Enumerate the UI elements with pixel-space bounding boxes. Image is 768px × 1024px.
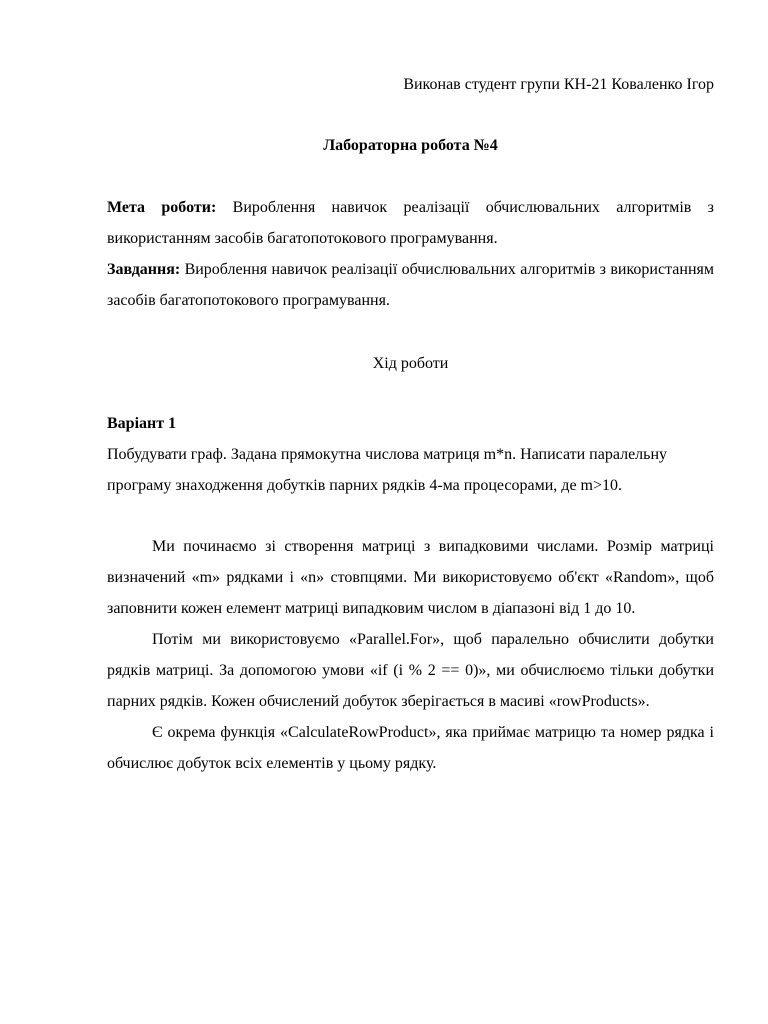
task-label: Завдання: [107,261,181,278]
body-paragraph-1: Ми починаємо зі створення матриці з випадковими числами. Розмір матриці визначений «m» рядками і «n» стовпцями. Ми використовуємо об'єкт «Random», щоб заповнити кожен елемент матриці випадковим числом в діапазоні від 1 до 10. [107,538,714,617]
document-title: Лабораторна робота №4 [323,137,498,154]
document-page [107,72,714,779]
variant-label: Варіант 1 [107,415,177,432]
author-line: Виконав студент групи КН-21 Коваленко Ігор [403,76,714,93]
body-paragraph-2: Потім ми використовуємо «Parallel.For», щоб паралельно обчислити добутки рядків матриці. За допомогою умови «if (i % 2 == 0)», ми обчислюємо тільки добутки парних рядків. Кожен обчислений добуток зберігається в масиві «rowProducts». [107,631,714,710]
task-paragraph [107,254,714,316]
goal-label: Мета роботи: [107,199,217,216]
body-paragraph-3: Є окрема функція «CalculateRowProduct», яка приймає матрицю та номер рядка і обчислює добуток всіх елементів у цьому рядку. [107,724,714,772]
task-text: Вироблення навичок реалізації обчислювальних алгоритмів з використанням засобів багатопотокового програмування. [107,261,714,309]
variant-text: Побудувати граф. Задана прямокутна числова матриця m*n. Написати паралельну програму знаходження добутків парних рядків 4-ма процесорами, де m>10. [107,446,668,494]
goal-text: Вироблення навичок реалізації обчислювальних алгоритмів з використанням засобів багатопотокового програмування. [107,199,714,247]
goal-paragraph [107,192,714,254]
section-title: Хід роботи [372,355,449,372]
